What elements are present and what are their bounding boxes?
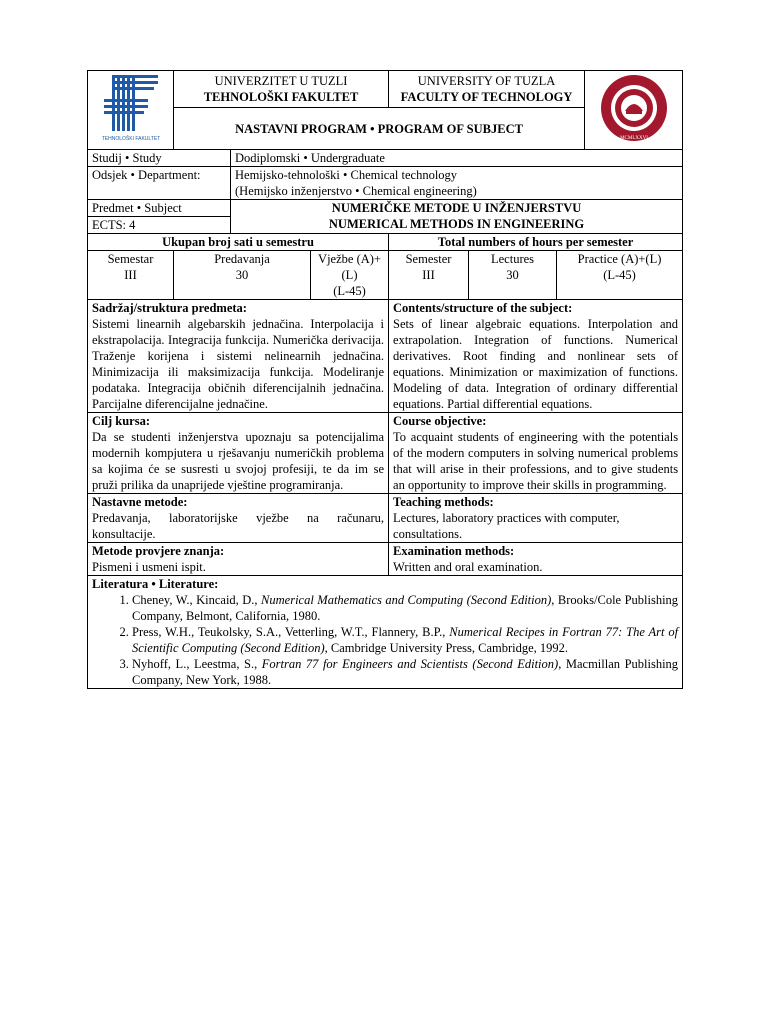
lectures-bs: Predavanja 30 bbox=[174, 251, 311, 300]
logo-caption: TEHNOLOŠKI FAKULTET bbox=[101, 136, 160, 142]
faculty-logo bbox=[88, 71, 174, 150]
study-value: Dodiplomski • Undergraduate bbox=[231, 150, 683, 167]
practice-bs: Vježbe (A)+(L) (L-45) bbox=[311, 251, 389, 300]
subject-title: NUMERIČKE METODE U INŽENJERSTVU NUMERICAL METHODS IN ENGINEERING bbox=[231, 200, 683, 234]
semester-bs: Semestar III bbox=[88, 251, 174, 300]
objective-bs: Cilj kursa: Da se studenti inženjerstva upoznaju sa potencijalima modernih kompjutera u rješavanju numeričkih problema sa kojima će se susresti u svojoj profesiji, te da im se pruži prilika da unaprijede vještine programiranja. bbox=[88, 413, 389, 494]
svg-text:MCMLXXVI: MCMLXXVI bbox=[619, 136, 648, 141]
literature-item: 3. Nyhoff, L., Leestma, S., Fortran 77 for Engineers and Scientists (Second Edition), Macmillan Publishing Company, New York, 1988. bbox=[132, 656, 678, 688]
university-bs: UNIVERZITET U TUZLI TEHNOLOŠKI FAKULTET bbox=[174, 71, 389, 108]
hours-title-en: Total numbers of hours per semester bbox=[389, 234, 683, 251]
university-en: UNIVERSITY OF TUZLA FACULTY OF TECHNOLOGY bbox=[389, 71, 585, 108]
content-bs: Sadržaj/struktura predmeta: Sistemi linearnih algebarskih jednačina. Interpolacija i ekstrapolacija. Integracija funkcija. Numerička derivacija. Traženje korijena i sistemi nelinearnih jednačina. Minimizacija ili maksimizacija funkcija. Modeliranje podataka. Integracija običnih diferencijalnih jednačina. Parcijalne diferencijalne jednačine. bbox=[88, 300, 389, 413]
literature-title: Literatura • Literature: bbox=[92, 577, 219, 591]
objective-en: Course objective: To acquaint students of engineering with the potentials of the modern computers in solving numerical problems that will arise in their professions, and to give students an opportunity to improve their skills in programming. bbox=[389, 413, 683, 494]
lectures-en: Lectures 30 bbox=[469, 251, 557, 300]
teaching-bs: Nastavne metode: Predavanja, laboratorijske vježbe na računaru, konsultacije. bbox=[88, 494, 389, 543]
exam-bs: Metode provjere znanja: Pismeni i usmeni ispit. bbox=[88, 543, 389, 576]
program-title: NASTAVNI PROGRAM • PROGRAM OF SUBJECT bbox=[174, 108, 585, 150]
practice-en: Practice (A)+(L) (L-45) bbox=[557, 251, 683, 300]
study-label: Studij • Study bbox=[88, 150, 231, 167]
hours-title-bs: Ukupan broj sati u semestru bbox=[88, 234, 389, 251]
department-label: Odsjek • Department: bbox=[88, 167, 231, 200]
syllabus-table bbox=[87, 70, 683, 689]
subject-ects-label: Predmet • Subject ECTS: 4 bbox=[88, 200, 231, 234]
semester-en: Semester III bbox=[389, 251, 469, 300]
exam-en: Examination methods: Written and oral examination. bbox=[389, 543, 683, 576]
literature-list bbox=[92, 592, 678, 688]
literature-item: 2. Press, W.H., Teukolsky, S.A., Vetterling, W.T., Flannery, B.P., Numerical Recipes in Fortran 77: The Art of Scientific Computing (Second Edition), Cambridge University Press, Cambridge, 1992. bbox=[132, 624, 678, 656]
university-seal bbox=[585, 71, 683, 150]
teaching-en: Teaching methods: Lectures, laboratory practices with computer, consultations. bbox=[389, 494, 683, 543]
department-value: Hemijsko-tehnološki • Chemical technology (Hemijsko inženjerstvo • Chemical engineering) bbox=[231, 167, 683, 200]
literature-item: 1. Cheney, W., Kincaid, D., Numerical Mathematics and Computing (Second Edition), Brooks/Cole Publishing Company, Belmont, California, 1980. bbox=[132, 592, 678, 624]
literature-section bbox=[88, 576, 683, 689]
document-page bbox=[87, 70, 682, 689]
content-en: Contents/structure of the subject: Sets of linear algebraic equations. Interpolation and extrapolation. Integration of functions. Numerical derivatives. Root finding and nonlinear sets of equations. Minimization or maximization of functions. Modeling of data. Integration of ordinary differential equations. Partial differential equations. bbox=[389, 300, 683, 413]
